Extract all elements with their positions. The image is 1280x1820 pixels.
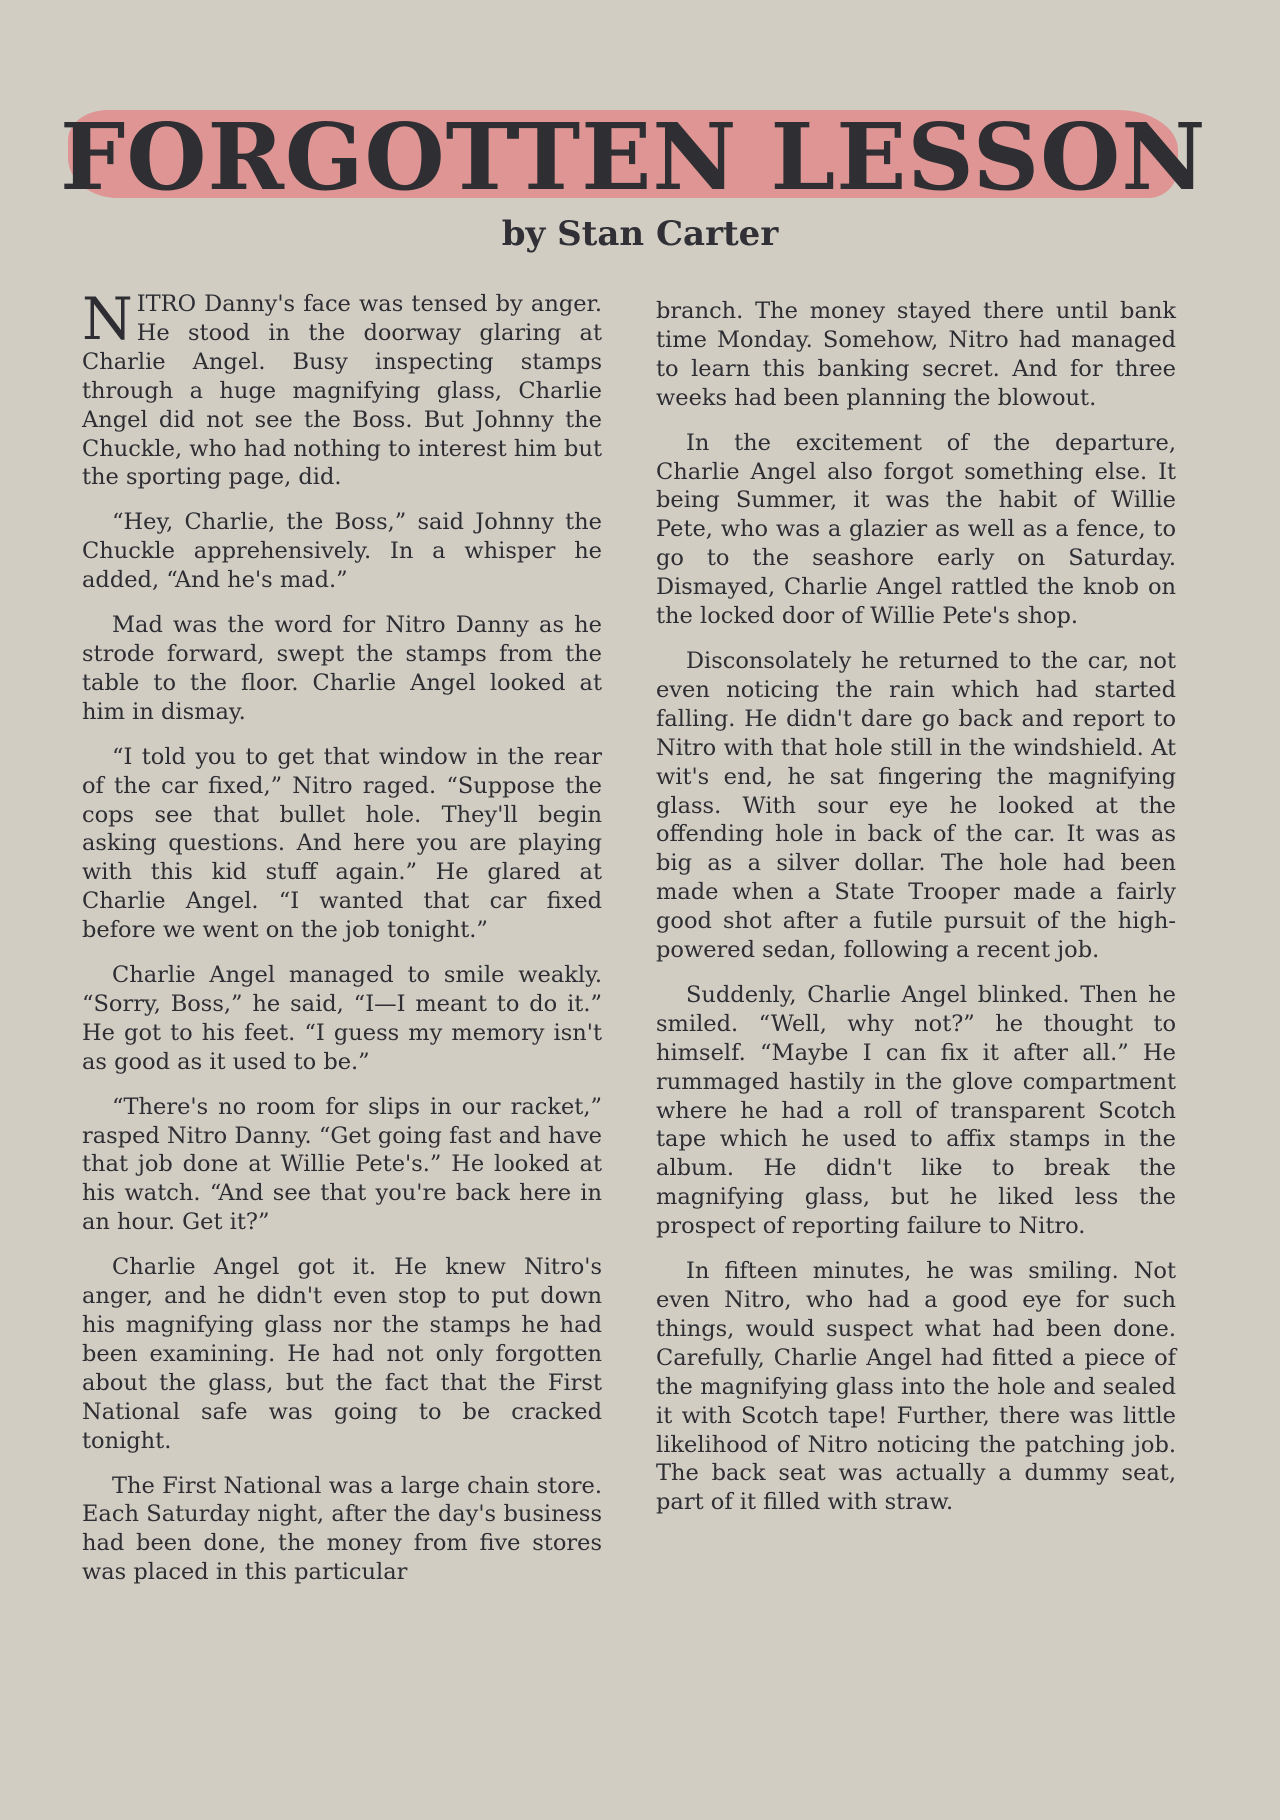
story-title: FORGOTTEN LESSON <box>60 103 1207 211</box>
drop-cap: N <box>82 285 133 353</box>
paragraph: In fifteen minutes, he was smiling. Not even Nitro, who had a good eye for such things, would suspect what had been done. Carefully, Charlie Angel had fitted a piece of the magnifying glass into the hole and sealed it with Scotch tape! Further, there was little likelihood of Nitro noticing the patching job. The back seat was actually a dummy seat, part of it filled with straw. <box>656 1258 1176 1516</box>
paragraph: Suddenly, Charlie Angel blinked. Then he smiled. “Well, why not?” he thought to himself. “Maybe I can fix it after all.” He rummaged hastily in the glove compartment where he had a roll of transparent Scotch tape which he used to affix stamps in the album. He didn't like to break the magnifying glass, but he liked less the prospect of reporting failure to Nitro. <box>656 981 1176 1240</box>
paragraph: Disconsolately he returned to the car, not even noticing the rain which had started falling. He didn't dare go back and report to Nitro with that hole still in the windshield. At wit's end, he sat fingering the magnifying glass. With sour eye he looked at the offending hole in back of the car. It was as big as a silver dollar. The hole had been made when a State Trooper made a fairly good shot after a futile pursuit of the high-powered sedan, following a recent job. <box>656 647 1176 964</box>
paragraph: “There's no room for slips in our racket,” rasped Nitro Danny. “Get going fast and have that job done at Willie Pete's.” He looked at his watch. “And see that you're back here in an hour. Get it?” <box>82 1093 602 1236</box>
paragraph: “I told you to get that window in the rear of the car fixed,” Nitro raged. “Suppose the cops see that bullet hole. They'll begin asking questions. And here you are playing with this kid stuff again.” He glared at Charlie Angel. “I wanted that car fixed before we went on the job tonight.” <box>82 743 602 944</box>
paragraph: “Hey, Charlie, the Boss,” said Johnny the Chuckle apprehensively. In a whisper he added, “And he's mad.” <box>82 509 602 594</box>
paragraph <box>82 285 602 492</box>
paragraph: branch. The money stayed there until bank time Monday. Somehow, Nitro had managed to learn this banking secret. And for three weeks had been planning the blowout. <box>656 298 1176 411</box>
title-block <box>60 88 1207 218</box>
paragraph: Charlie Angel got it. He knew Nitro's anger, and he didn't even stop to put down his magnifying glass nor the stamps he had been examining. He had not only forgotten about the glass, but the fact that the First National safe was going to be cracked tonight. <box>82 1254 602 1454</box>
right-column <box>656 297 1176 1677</box>
byline: by Stan Carter <box>501 214 779 254</box>
paragraph: In the excitement of the departure, Charlie Angel also forgot something else. It being Summer, it was the habit of Willie Pete, who was a glazier as well as a fence, to go to the seashore early on Saturday. Dismayed, Charlie Angel rattled the knob on the locked door of Willie Pete's shop. <box>656 429 1176 630</box>
paragraph: Mad was the word for Nitro Danny as he strode forward, swept the stamps from the table to the floor. Charlie Angel looked at him in dismay. <box>82 612 602 725</box>
paragraph: Charlie Angel managed to smile weakly. “Sorry, Boss,” he said, “I—I meant to do it.” He got to his feet. “I guess my memory isn't as good as it used to be.” <box>82 962 602 1075</box>
left-column <box>82 285 602 1670</box>
paragraph-text: ITRO Danny's face was tensed by anger. He stood in the doorway glaring at Charlie Angel. Busy inspecting stamps through a huge magnifying glass, Charlie Angel did not see the Boss. But Johnny the Chuckle, who had nothing to interest him but the sporting page, did. <box>82 291 602 491</box>
paragraph: The First National was a large chain store. Each Saturday night, after the day's business had been done, the money from five stores was placed in this particular <box>82 1472 602 1586</box>
